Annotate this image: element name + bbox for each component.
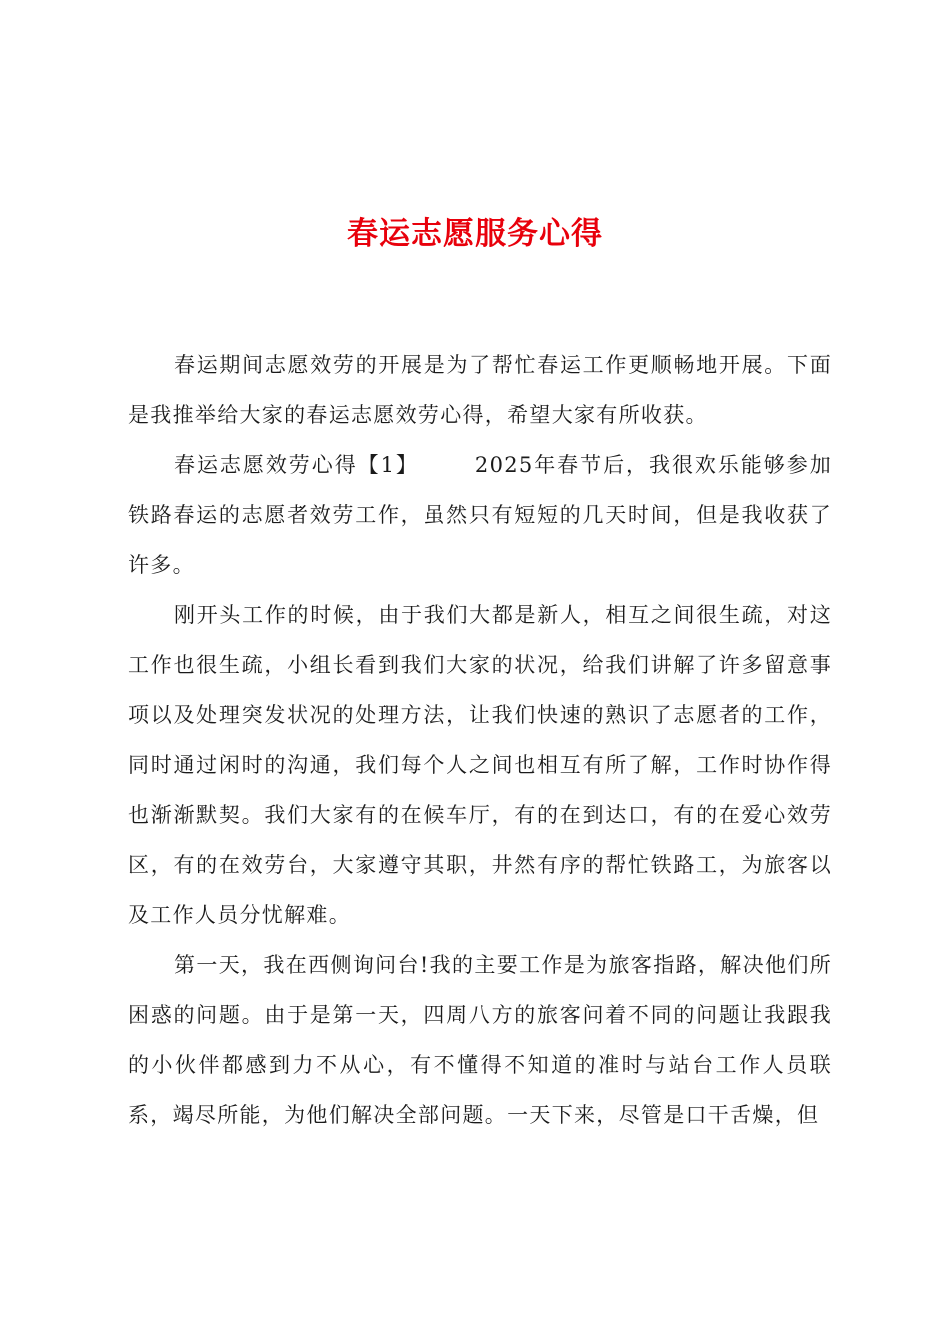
section-heading: 春运志愿效劳心得【1】 <box>174 453 419 477</box>
document-title: 春运志愿服务心得 <box>347 216 603 252</box>
section-first-text: 2025年春节后，我很欢乐能够参加铁路春运的志愿者效劳工作，虽然只有短短的几天时间，但是我收获了许多。 <box>128 453 832 577</box>
document-body <box>128 340 832 1140</box>
section-paragraph <box>128 440 832 590</box>
body-paragraph: 第一天，我在西侧询问台!我的主要工作是为旅客指路，解决他们所困惑的问题。由于是第一天，四周八方的旅客问着不同的问题让我跟我的小伙伴都感到力不从心，有不懂得不知道的准时与站台工作人员联系，竭尽所能，为他们解决全部问题。一天下来，尽管是口干舌燥，但 <box>128 953 832 1127</box>
intro-paragraph: 春运期间志愿效劳的开展是为了帮忙春运工作更顺畅地开展。下面是我推举给大家的春运志愿效劳心得，希望大家有所收获。 <box>128 353 832 427</box>
body-paragraph: 刚开头工作的时候，由于我们大都是新人，相互之间很生疏，对这工作也很生疏，小组长看到我们大家的状况，给我们讲解了许多留意事项以及处理突发状况的处理方法，让我们快速的熟识了志愿者的工作，同时通过闲时的沟通，我们每个人之间也相互有所了解，工作时协作得也渐渐默契。我们大家有的在候车厅，有的在到达口，有的在爱心效劳区，有的在效劳台，大家遵守其职，井然有序的帮忙铁路工，为旅客以及工作人员分忧解难。 <box>128 603 832 927</box>
